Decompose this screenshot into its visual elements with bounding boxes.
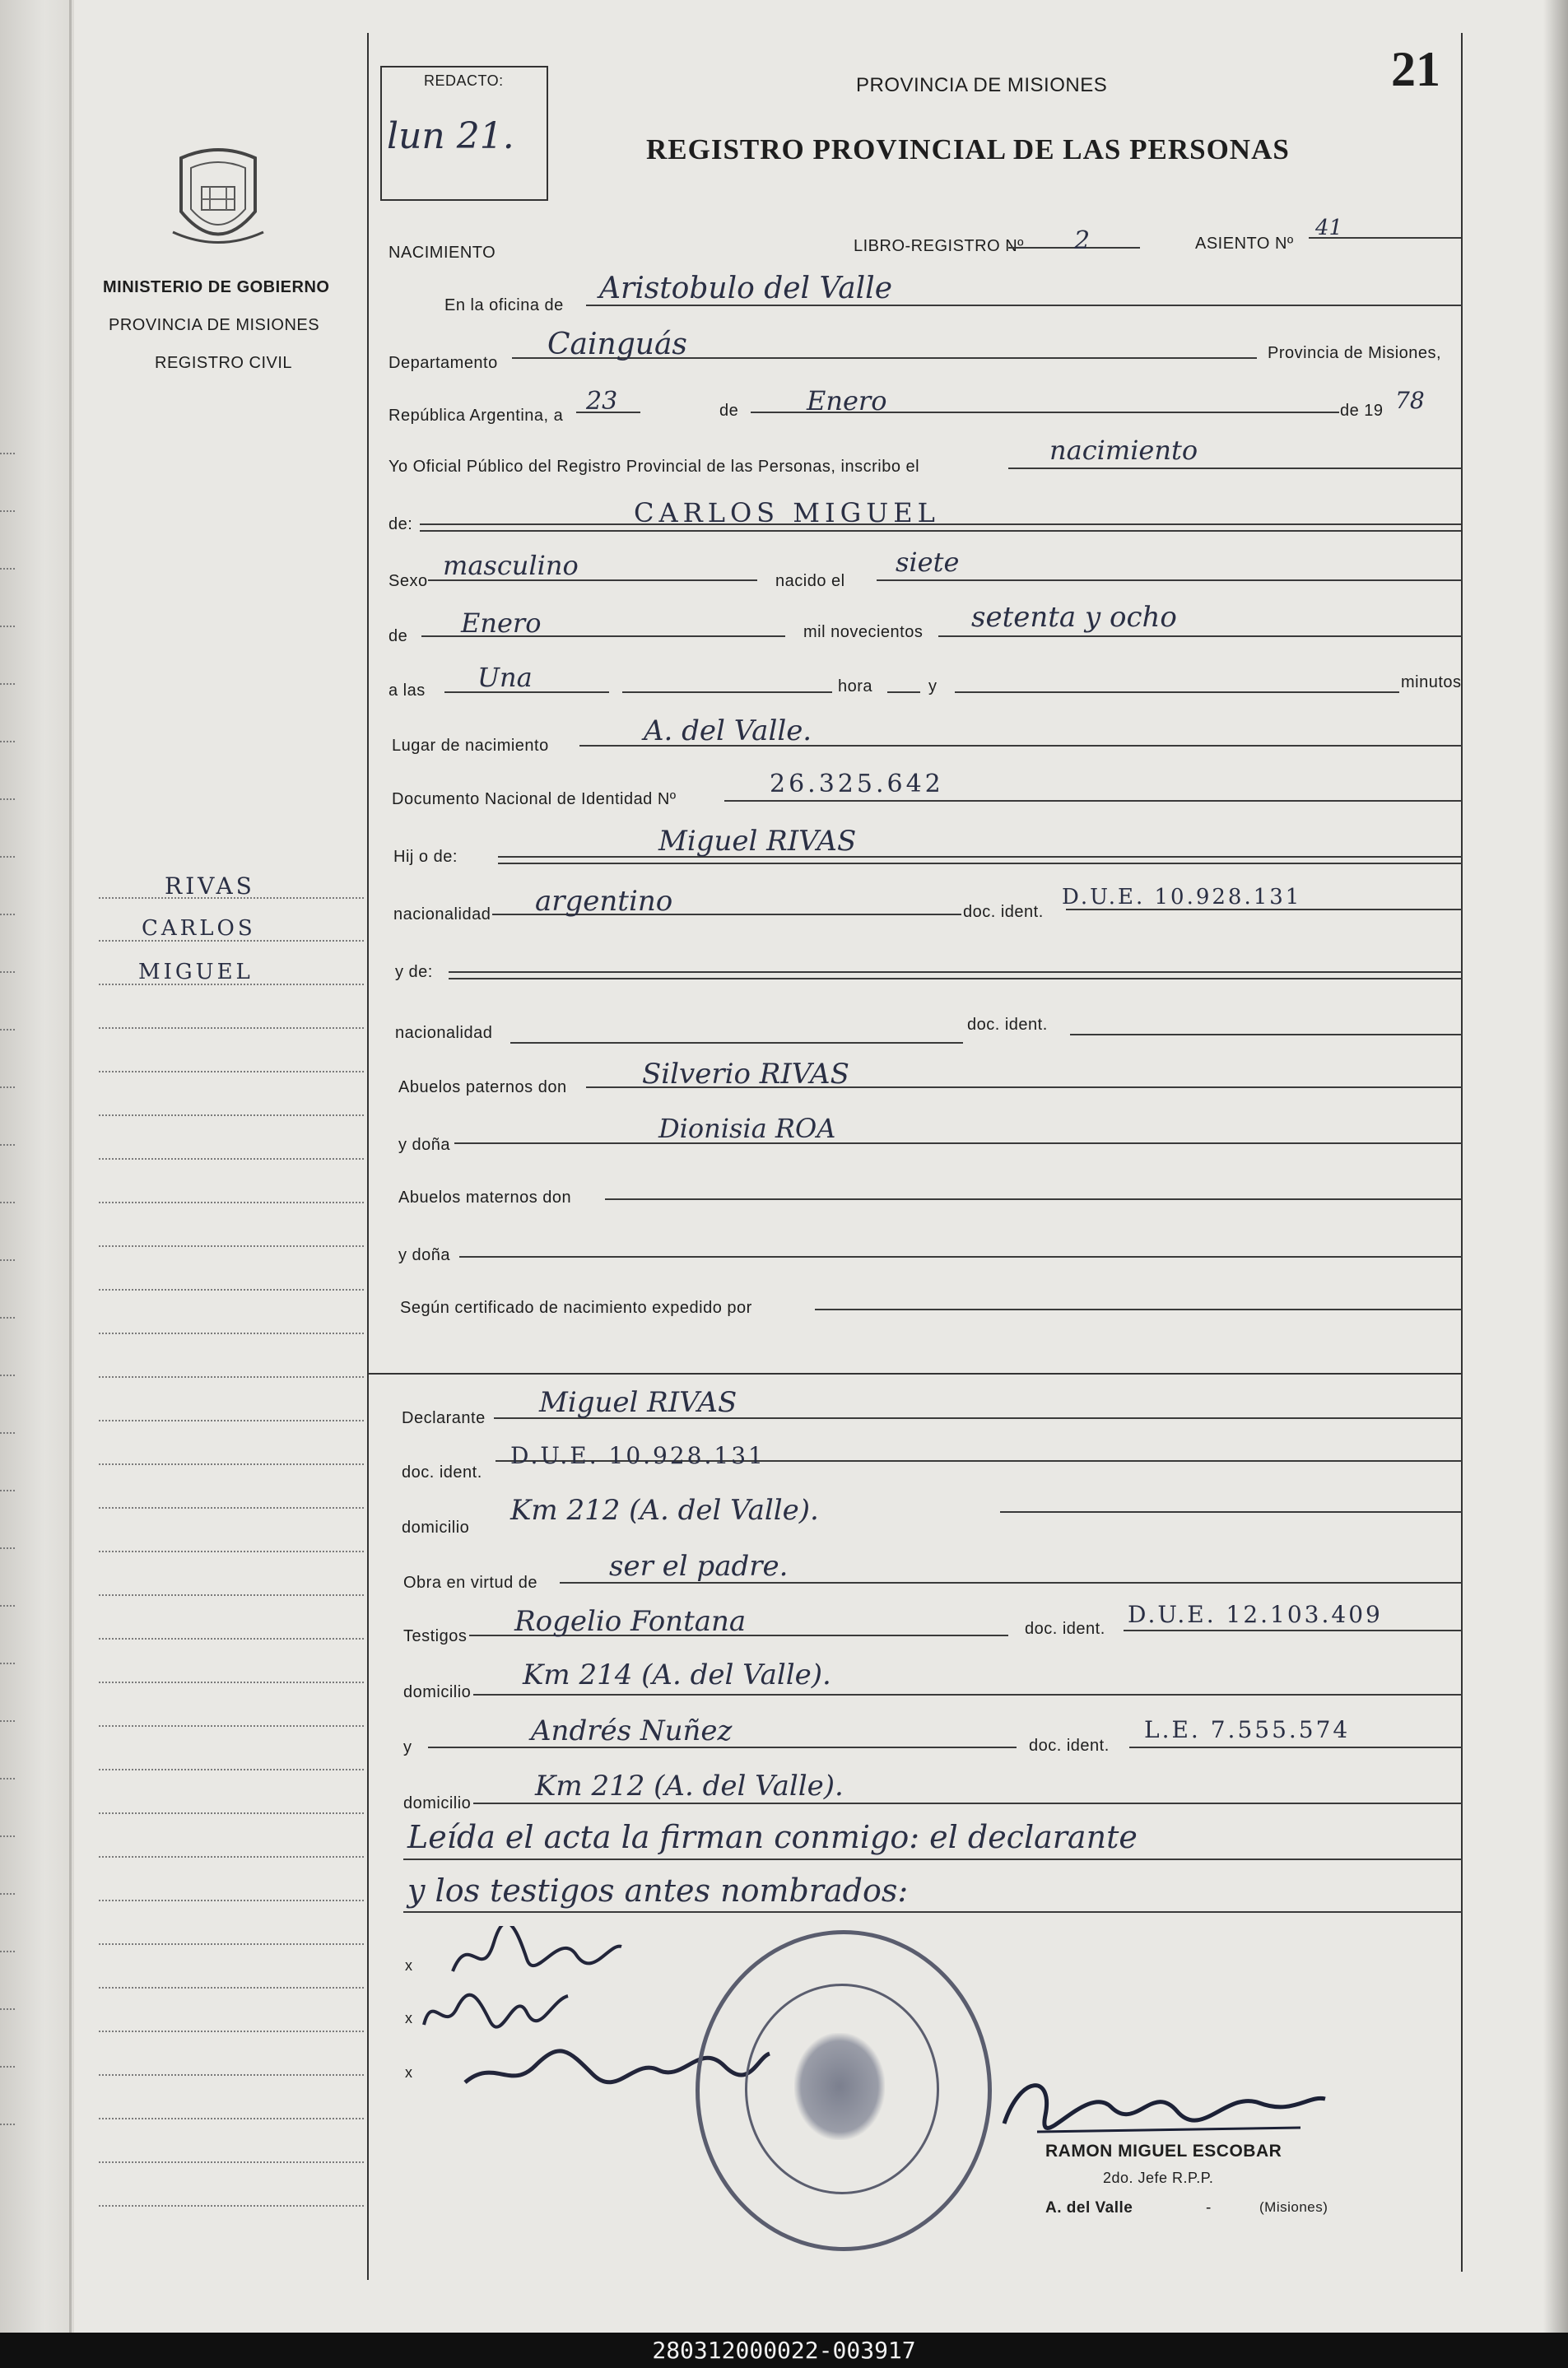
- doc-ident-label: doc. ident.: [963, 903, 1044, 921]
- field-rule: [498, 856, 1463, 858]
- witness-2-document: L.E. 7.555.574: [1144, 1716, 1351, 1743]
- signature-1: [444, 1926, 626, 1984]
- office-label: En la oficina de: [444, 296, 564, 314]
- margin-line: [99, 1071, 364, 1072]
- margin-line: [99, 1333, 364, 1334]
- image-caption: 280312000022-003917: [0, 2333, 1568, 2368]
- previous-page-dots: [0, 453, 15, 454]
- margin-line: [99, 1638, 364, 1640]
- field-rule: [887, 691, 920, 693]
- domicile-label: domicilio: [402, 1519, 470, 1537]
- section-label: NACIMIENTO: [389, 244, 496, 262]
- margin-line: [99, 1725, 364, 1727]
- previous-page-dots: [0, 2008, 15, 2010]
- previous-page-dots: [0, 1778, 15, 1779]
- book-label: LIBRO-REGISTRO Nº: [854, 237, 1024, 255]
- department-value: Cainguás: [547, 328, 687, 361]
- previous-page-dots: [0, 1086, 15, 1088]
- official-region: (Misiones): [1259, 2199, 1328, 2215]
- birth-day: siete: [896, 547, 960, 578]
- republic-label: República Argentina, a: [389, 407, 564, 425]
- maternal-grandparents-label: Abuelos maternos don: [398, 1189, 572, 1207]
- witness-2-domicile-label: domicilio: [403, 1794, 472, 1812]
- margin-line: [99, 897, 364, 899]
- field-rule: [938, 635, 1463, 637]
- sex-label: Sexo: [389, 572, 428, 590]
- witness-1-domicile-label: domicilio: [403, 1683, 472, 1701]
- witness-1-domicile: Km 214 (A. del Valle).: [523, 1659, 831, 1691]
- declarant-document: D.U.E. 10.928.131: [510, 1442, 765, 1469]
- field-rule: [403, 1911, 1463, 1913]
- declarant-domicile: Km 212 (A. del Valle).: [510, 1494, 819, 1527]
- year-label: de 19: [1340, 402, 1384, 420]
- witness-1-name: Rogelio Fontana: [514, 1605, 747, 1638]
- province-heading: PROVINCIA DE MISIONES: [856, 74, 1108, 96]
- nationality-label-2: nacionalidad: [395, 1024, 493, 1042]
- name-prefix: de:: [389, 515, 413, 533]
- right-border: [1461, 33, 1463, 2272]
- birth-year-words: setenta y ocho: [971, 601, 1177, 634]
- paternal-grandmother: Dionisia ROA: [658, 1113, 836, 1144]
- field-rule: [1000, 1511, 1463, 1513]
- and-of-label: y de:: [395, 963, 433, 981]
- and-label: y: [928, 677, 938, 696]
- field-rule: [510, 1042, 963, 1044]
- witness-label: Testigos: [403, 1627, 468, 1645]
- book-number: 2: [1074, 226, 1091, 255]
- ministry-registry: REGISTRO CIVIL: [155, 354, 293, 372]
- previous-page-dots: [0, 971, 15, 973]
- previous-page-dots: [0, 741, 15, 742]
- capacity-label: Obra en virtud de: [403, 1574, 538, 1592]
- margin-line: [99, 2205, 364, 2207]
- paternal-grandfather: Silverio RIVAS: [642, 1058, 849, 1091]
- previous-page-dots: [0, 1547, 15, 1549]
- book-binding: [0, 0, 74, 2333]
- minutes-label: minutos: [1401, 673, 1462, 691]
- margin-line: [99, 1158, 364, 1160]
- field-rule: [449, 978, 1463, 979]
- previous-page-dots: [0, 1720, 15, 1722]
- official-location: A. del Valle: [1045, 2199, 1133, 2217]
- previous-page-dots: [0, 1144, 15, 1146]
- margin-line: [99, 1114, 364, 1116]
- child-of-label: Hij o de:: [393, 848, 458, 866]
- field-rule: [459, 1256, 1463, 1258]
- previous-page-dots: [0, 1893, 15, 1895]
- field-rule: [605, 1198, 1463, 1200]
- redacto-label: REDACTO:: [424, 72, 504, 89]
- previous-page-dots: [0, 1605, 15, 1607]
- birth-month: Enero: [461, 607, 542, 639]
- ministry-province: PROVINCIA DE MISIONES: [109, 316, 320, 334]
- field-rule: [724, 800, 1463, 802]
- field-rule: [1008, 468, 1463, 469]
- hour-label: hora: [838, 677, 873, 696]
- margin-line: [99, 1463, 364, 1465]
- previous-page-dots: [0, 510, 15, 512]
- section-divider: [367, 1373, 1462, 1375]
- field-rule: [1124, 1630, 1463, 1631]
- margin-line: [99, 2118, 364, 2119]
- official-statement: Yo Oficial Público del Registro Provincial de las Personas, inscribo el: [389, 458, 920, 476]
- official-dash: -: [1206, 2199, 1212, 2217]
- margin-line: [99, 1376, 364, 1378]
- margin-line: [99, 1943, 364, 1945]
- previous-page-dots: [0, 1202, 15, 1203]
- field-rule: [473, 1803, 1463, 1804]
- dona-label-2: y doña: [398, 1246, 451, 1264]
- signature-mark-2: x: [405, 2010, 413, 2026]
- previous-page-dots: [0, 1490, 15, 1491]
- redacto-initials: lun 21.: [387, 115, 514, 157]
- previous-page-dots: [0, 798, 15, 800]
- margin-line: [99, 1682, 364, 1683]
- margin-first-name: CARLOS: [142, 916, 256, 941]
- office-value: Aristobulo del Valle: [599, 272, 892, 305]
- closing-line-2: y los testigos antes nombrados:: [407, 1873, 909, 1909]
- field-rule: [815, 1309, 1463, 1310]
- dni-label: Documento Nacional de Identidad Nº: [392, 790, 677, 808]
- previous-page-dots: [0, 2124, 15, 2125]
- registration-month: Enero: [807, 385, 887, 416]
- previous-page-dots: [0, 856, 15, 858]
- birthplace-value: A. del Valle.: [644, 714, 812, 747]
- page-number: 21: [1391, 42, 1440, 96]
- page-edge: [1543, 0, 1568, 2333]
- previous-page-dots: [0, 683, 15, 685]
- margin-line: [99, 2031, 364, 2032]
- field-rule: [1070, 1034, 1463, 1035]
- margin-line: [99, 1245, 364, 1247]
- declarant-capacity: ser el padre.: [609, 1550, 789, 1583]
- field-rule: [1129, 1747, 1463, 1748]
- margin-line: [99, 1027, 364, 1029]
- signature-mark-3: x: [405, 2064, 413, 2081]
- margin-middle-name: MIGUEL: [138, 960, 254, 984]
- witness-2-domicile: Km 212 (A. del Valle).: [535, 1770, 844, 1803]
- dona-label: y doña: [398, 1136, 451, 1154]
- declarant-name: Miguel RIVAS: [539, 1386, 737, 1419]
- birth-hour: Una: [477, 662, 533, 693]
- margin-line: [99, 1769, 364, 1770]
- witness-2-and-label: y: [403, 1738, 412, 1756]
- field-rule: [449, 971, 1463, 973]
- margin-line: [99, 940, 364, 942]
- margin-line: [99, 1812, 364, 1814]
- field-rule: [454, 1142, 1463, 1144]
- field-rule: [420, 523, 1461, 525]
- witness-1-doc-label: doc. ident.: [1025, 1620, 1105, 1638]
- previous-page-dots: [0, 2066, 15, 2068]
- declarant-label: Declarante: [402, 1409, 486, 1427]
- official-signature: [988, 2066, 1333, 2140]
- previous-page-dots: [0, 626, 15, 627]
- previous-page-dots: [0, 568, 15, 570]
- act-type: nacimiento: [1049, 435, 1198, 466]
- sex-value: masculino: [443, 550, 579, 581]
- field-rule: [955, 691, 1399, 693]
- margin-line: [99, 1507, 364, 1509]
- previous-page-dots: [0, 1259, 15, 1261]
- child-name: CARLOS MIGUEL: [634, 497, 940, 528]
- closing-line-1: Leída el acta la firman conmigo: el declarante: [407, 1819, 1138, 1855]
- father-name: Miguel RIVAS: [658, 825, 857, 858]
- margin-line: [99, 2074, 364, 2076]
- field-rule: [498, 863, 1463, 864]
- field-rule: [403, 1859, 1463, 1860]
- paternal-grandparents-label: Abuelos paternos don: [398, 1078, 567, 1096]
- department-label: Departamento: [389, 354, 498, 372]
- margin-line: [99, 2161, 364, 2163]
- province-suffix: Provincia de Misiones,: [1268, 344, 1442, 362]
- declarant-doc-label: doc. ident.: [402, 1463, 482, 1482]
- previous-page-dots: [0, 1663, 15, 1664]
- de-month-label: de: [389, 627, 408, 645]
- official-name: RAMON MIGUEL ESCOBAR: [1045, 2142, 1282, 2161]
- field-rule: [622, 691, 832, 693]
- previous-page-dots: [0, 1835, 15, 1837]
- de-label: de: [719, 402, 739, 420]
- previous-page-dots: [0, 1029, 15, 1030]
- father-document: D.U.E. 10.928.131: [1062, 885, 1302, 910]
- registration-year: 78: [1395, 387, 1425, 414]
- binding-edge: [69, 0, 72, 2333]
- thousand-label: mil novecientos: [803, 623, 924, 641]
- dni-value: 26.325.642: [770, 770, 944, 798]
- witness-2-doc-label: doc. ident.: [1029, 1737, 1110, 1755]
- doc-ident-label-2: doc. ident.: [967, 1016, 1048, 1034]
- coat-of-arms-emblem: [165, 142, 272, 257]
- previous-page-dots: [0, 1432, 15, 1434]
- birthplace-label: Lugar de nacimiento: [392, 737, 549, 755]
- father-nationality: argentino: [535, 885, 673, 918]
- field-rule: [473, 1694, 1463, 1696]
- margin-line: [99, 1289, 364, 1291]
- nationality-label: nacionalidad: [393, 905, 491, 923]
- previous-page-dots: [0, 1317, 15, 1319]
- margin-line: [99, 984, 364, 985]
- at-label: a las: [389, 682, 426, 700]
- previous-page-dots: [0, 1375, 15, 1376]
- margin-line: [99, 1900, 364, 1901]
- margin-surname: RIVAS: [165, 872, 255, 900]
- previous-page-dots: [0, 914, 15, 915]
- born-label: nacido el: [775, 572, 845, 590]
- previous-page-dots: [0, 1951, 15, 1952]
- signature-mark-1: x: [405, 1957, 413, 1974]
- margin-line: [99, 1856, 364, 1858]
- margin-line: [99, 1987, 364, 1989]
- certificate-label: Según certificado de nacimiento expedido por: [400, 1299, 752, 1317]
- field-rule: [877, 579, 1463, 581]
- witness-2-name: Andrés Nuñez: [531, 1714, 733, 1747]
- seal-emblem: [794, 2033, 885, 2140]
- margin-divider: [367, 33, 369, 2280]
- margin-line: [99, 1551, 364, 1552]
- witness-1-document: D.U.E. 12.103.409: [1128, 1601, 1383, 1628]
- entry-label: ASIENTO Nº: [1195, 235, 1294, 253]
- margin-line: [99, 1420, 364, 1421]
- margin-line: [99, 1594, 364, 1596]
- field-rule: [420, 530, 1461, 532]
- ministry-title: MINISTERIO DE GOBIERNO: [103, 278, 330, 296]
- registration-day: 23: [586, 387, 618, 416]
- registry-title: REGISTRO PROVINCIAL DE LAS PERSONAS: [646, 133, 1290, 165]
- margin-line: [99, 1202, 364, 1203]
- official-rank: 2do. Jefe R.P.P.: [1103, 2170, 1214, 2186]
- entry-number: 41: [1315, 216, 1343, 240]
